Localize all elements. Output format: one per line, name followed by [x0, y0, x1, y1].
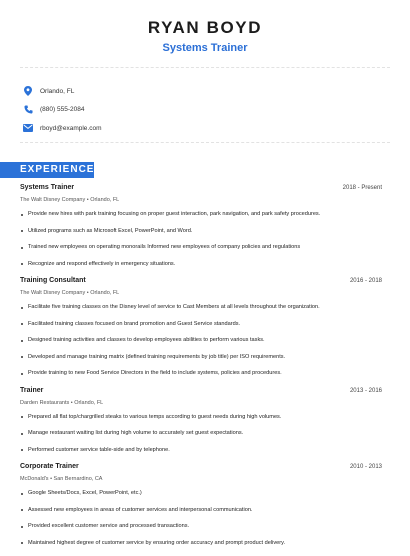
job-dates: 2010 - 2013	[349, 464, 382, 470]
contact-divider	[20, 142, 390, 143]
job-company: McDonald's • San Bernardino, CA	[20, 476, 103, 482]
bullet-item: Maintained highest degree of customer service by ensuring order accuracy and prompt product delivery.	[20, 540, 382, 547]
bullet-item: Provided excellent customer service and processed transactions.	[20, 523, 382, 530]
experience-section-heading: EXPERIENCE	[0, 162, 94, 178]
contact-email-text: rboyd@example.com	[40, 124, 102, 132]
job-role: Trainer	[20, 386, 44, 394]
job-bullets	[20, 211, 382, 268]
contact-location	[20, 82, 390, 100]
bullet-item: Assessed new employees in areas of customer services and interpersonal communication.	[20, 507, 382, 514]
job-entry	[20, 277, 382, 377]
contact-phone-text: (880) 555-2084	[40, 106, 85, 113]
contact-list	[20, 82, 390, 138]
job-bullets	[20, 490, 382, 547]
job-entry	[20, 184, 382, 268]
bullet-item: Developed and manage training matrix (defined training requirements by job title) per ISO requirements.	[20, 354, 382, 361]
phone-icon	[22, 104, 34, 116]
job-dates: 2018 - Present	[342, 185, 382, 191]
job-title: Systems Trainer	[162, 42, 248, 54]
bullet-item: Recognize and respond effectively in emergency situations.	[20, 261, 382, 268]
job-dates: 2013 - 2016	[349, 387, 382, 394]
job-bullets	[20, 304, 382, 377]
job-entry	[20, 463, 382, 547]
email-icon	[22, 122, 34, 134]
experience-section	[20, 184, 382, 556]
contact-location-text: Orlando, FL	[40, 87, 75, 95]
job-company: The Walt Disney Company • Orlando, FL	[20, 197, 120, 203]
contact-email	[20, 119, 390, 137]
bullet-item: Provide new hires with park training focusing on proper guest interaction, park navigation, and park safety procedures.	[20, 211, 382, 218]
candidate-name: RYAN BOYD	[147, 18, 263, 37]
resume-header	[0, 0, 410, 55]
bullet-item: Prepared all flat top/chargrilled steaks to various temps according to guest needs during high volumes.	[20, 414, 382, 421]
job-role: Systems Trainer	[20, 184, 75, 191]
job-bullets	[20, 414, 382, 454]
location-pin-icon	[22, 85, 34, 97]
bullet-item: Performed customer service table-side and by telephone.	[20, 447, 382, 454]
bullet-item: Utilized programs such as Microsoft Excel, PowerPoint, and Word.	[20, 228, 382, 235]
header-divider	[20, 67, 390, 68]
job-company: Darden Restaurants • Orlando, FL	[20, 399, 104, 406]
bullet-item: Google Sheets/Docs, Excel, PowerPoint, etc.)	[20, 490, 382, 497]
job-company: The Walt Disney Company • Orlando, FL	[20, 290, 120, 296]
job-role: Training Consultant	[20, 277, 86, 284]
bullet-item: Facilitated training classes focused on brand promotion and Guest Service standards.	[20, 321, 382, 328]
bullet-item: Provide training to new Food Service Directors in the field to include systems, policies and procedures.	[20, 370, 382, 377]
bullet-item: Facilitate five training classes on the Disney level of service to Cast Members at all levels throughout the organization.	[20, 304, 382, 311]
bullet-item: Trained new employees on operating monorails Informed new employees of company policies and regulations	[20, 244, 382, 251]
contact-phone	[20, 101, 390, 119]
job-entry	[20, 387, 382, 454]
bullet-item: Designed training activities and classes to develop employees abilities to perform various tasks.	[20, 337, 382, 344]
bullet-item: Manage restaurant waiting list during high volume to accurately set guest expectations.	[20, 430, 382, 437]
job-dates: 2016 - 2018	[349, 278, 382, 284]
job-role: Corporate Trainer	[20, 463, 79, 470]
